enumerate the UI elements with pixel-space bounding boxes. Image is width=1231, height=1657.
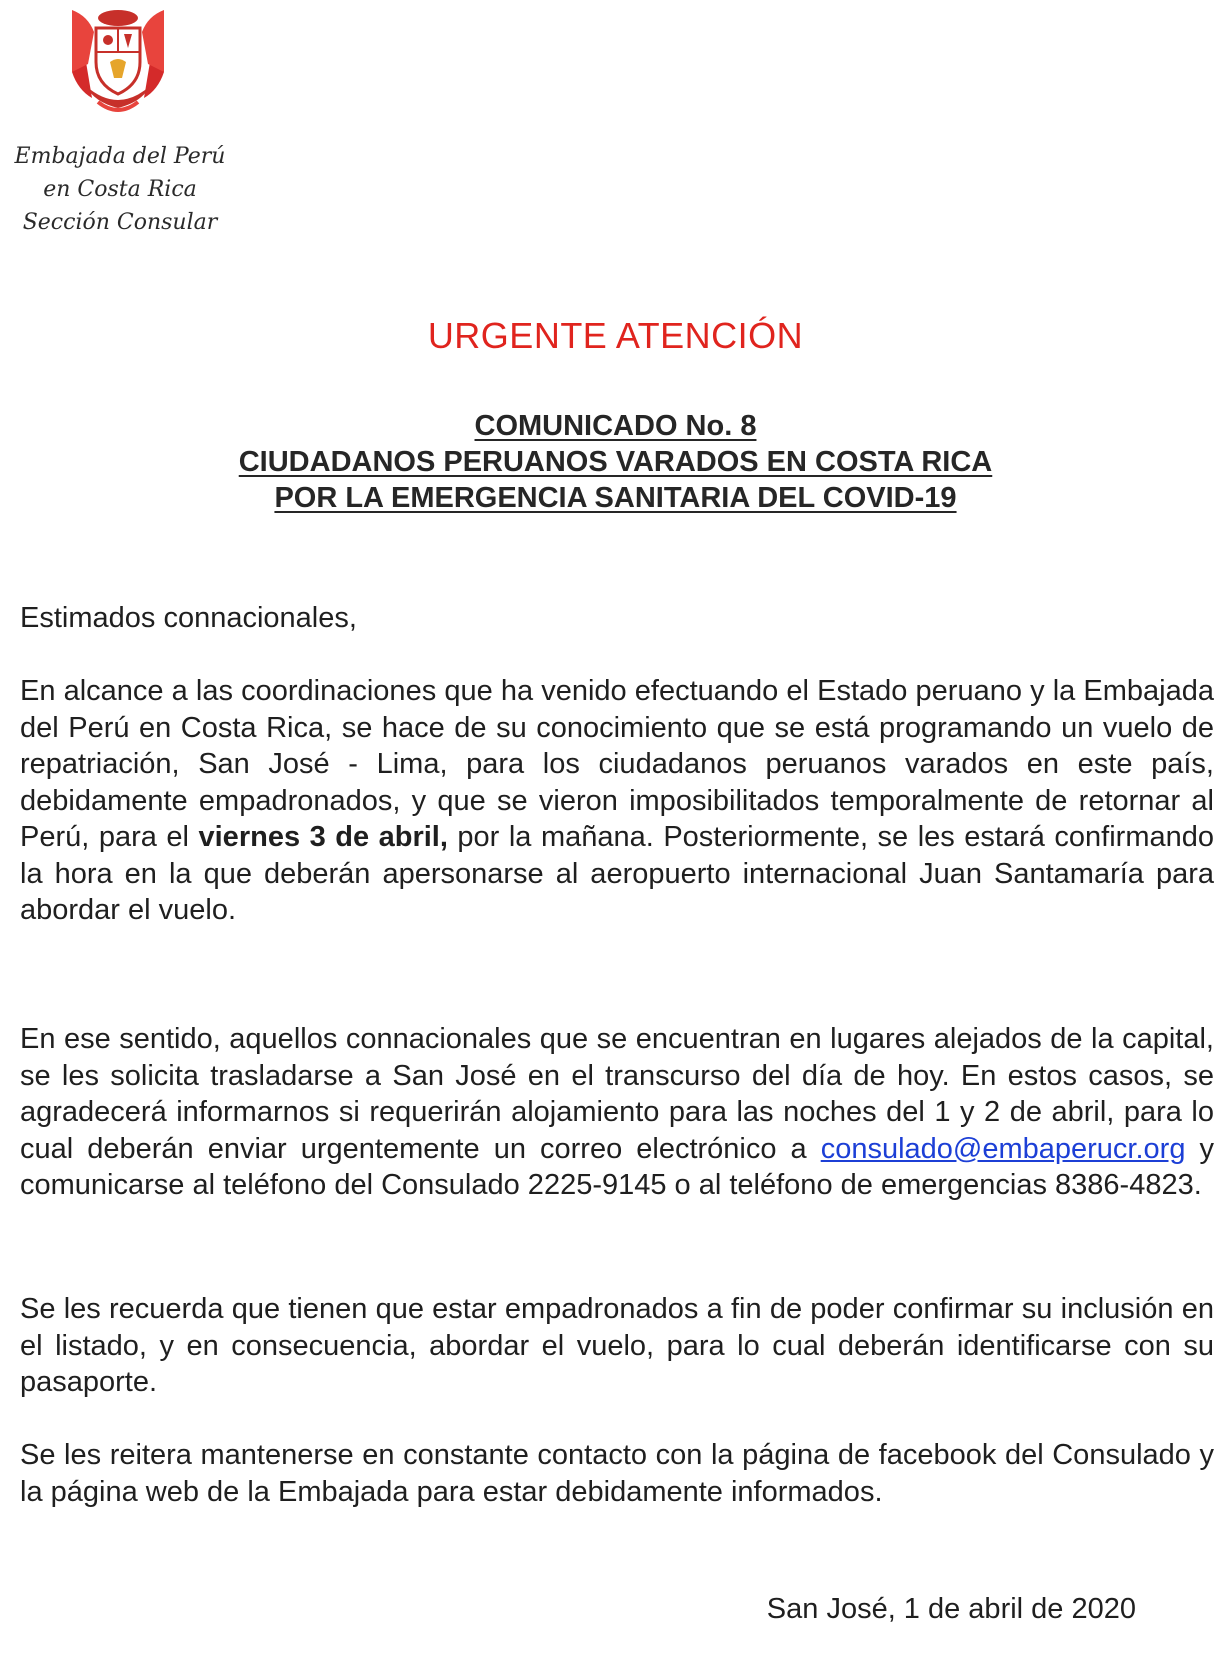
embassy-line-3: Sección Consular <box>22 210 218 235</box>
paragraph-contact-info <box>20 1021 1214 1204</box>
flight-date: viernes 3 de abril, <box>198 821 448 853</box>
peru-coat-of-arms-icon <box>58 2 178 122</box>
communique-number: COMUNICADO No. 8 <box>474 410 757 442</box>
embassy-line-1: Embajada del Perú <box>14 144 226 169</box>
paragraph-contact-info-text-end: y comunicarse al teléfono del Consulado 2225-9145 o al teléfono de emergencias 8386-4823. <box>20 1132 1214 1201</box>
paragraph-stay-informed: Se les reitera mantenerse en constante contacto con la página de facebook del Consulado y la página web de la Embajada para estar debidamente informados. <box>20 1439 1214 1508</box>
date-line: San José, 1 de abril de 2020 <box>766 1593 1136 1625</box>
communique-subject-line-1: CIUDADANOS PERUANOS VARADOS EN COSTA RICA <box>238 446 993 478</box>
paragraph-contact-info-text: En ese sentido, aquellos connacionales que se encuentran en lugares alejados de la capital, se les solicita trasladarse a San José en el transcurso del día de hoy. En estos casos, se agradecerá informarnos si requerirán alojamiento para las noches del 1 y 2 de abril, para lo cual deberán enviar urgentemente un correo electrónico a <box>20 1023 1214 1165</box>
paragraph-flight-info <box>20 673 1214 929</box>
embassy-line-2: en Costa Rica <box>43 177 197 202</box>
consulate-email-link[interactable]: consulado@embaperucr.org <box>820 1132 1186 1165</box>
communique-subject-line-2: POR LA EMERGENCIA SANITARIA DEL COVID-19 <box>274 482 957 514</box>
paragraph-registration: Se les recuerda que tienen que estar empadronados a fin de poder confirmar su inclusión en el listado, y en consecuencia, abordar el vuelo, para lo cual deberán identificarse con su pasaporte. <box>20 1293 1214 1398</box>
communique-title <box>0 408 1231 516</box>
embassy-name <box>10 140 230 239</box>
paragraph-flight-info-text-end: por la mañana. Posteriormente, se les estará confirmando la hora en la que deberán apersonarse al aeropuerto internacional Juan Santamaría para abordar el vuelo. <box>20 821 1214 926</box>
greeting: Estimados connacionales, <box>20 602 357 634</box>
paragraph-flight-info-text: En alcance a las coordinaciones que ha venido efectuando el Estado peruano y la Embajada del Perú en Costa Rica, se hace de su conocimiento que se está programando un vuelo de repatriación, San José - Lima, para los ciudadanos peruanos varados en este país, debidamente empadronados, y que se vieron imposibilitados temporalmente de retornar al Perú, para el <box>20 675 1214 853</box>
urgent-title: URGENTE ATENCIÓN <box>427 315 804 356</box>
